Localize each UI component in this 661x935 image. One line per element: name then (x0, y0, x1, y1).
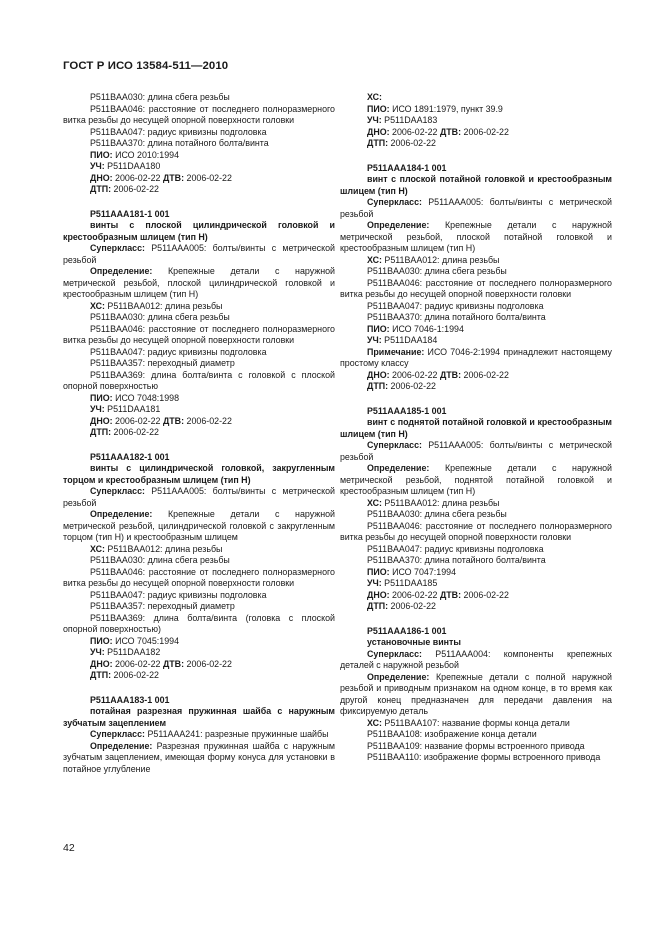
field-value: P511BAA030: длина сбега резьбы (90, 92, 230, 102)
entry-line (340, 335, 612, 347)
entry-line (340, 406, 612, 418)
field-value: P511BAA109: название формы встроенного привода (367, 740, 585, 751)
field-value: P511AAA004: компоненты крепежных деталей с наружной резьбой (340, 648, 612, 670)
field-label: ХС: (367, 92, 382, 102)
field-value: P511BAA046: расстояние от последнего полноразмерного витка резьбы до несущей опорной поверхности головки (63, 323, 335, 345)
field-value: P511BAA047: радиус кривизны подголовка (90, 589, 267, 600)
field-label: ХС: (90, 543, 105, 554)
field-label: ДТВ: (162, 658, 185, 669)
field-label: Суперкласс: (367, 440, 423, 450)
field-value: P511BAA370: длина потайного болта/винта (90, 138, 269, 148)
field-label: ПИО: (90, 635, 113, 646)
entry-line (340, 601, 612, 613)
field-label: ДТП: (367, 138, 389, 148)
field-label: ХС: (367, 717, 382, 728)
field-value: P511BAA357: переходный диаметр (90, 601, 235, 611)
field-label: винт с плоской потайной головкой и крестообразным шлицем (тип H) (340, 174, 612, 196)
field-value: P511AAA005: болты/винты с метрической резьбой (63, 486, 335, 508)
entry-line (63, 452, 335, 464)
field-label: ДНО: (90, 415, 113, 426)
entry-line (63, 92, 335, 104)
field-label: ДНО: (367, 126, 390, 137)
field-value: 2006-02-22 (388, 601, 436, 611)
field-value: P511BAA012: длина резьбы (381, 497, 500, 508)
field-value: P511BAA110: изображение формы встроенного привода (367, 752, 601, 762)
entry-line (340, 590, 612, 602)
field-label: ПИО: (367, 566, 390, 577)
field-label: Определение: (90, 509, 153, 519)
entry-line (63, 486, 335, 509)
field-label: ДНО: (367, 589, 390, 600)
field-value: P511BAA369: длина болта/винта (головка с плоской опорной поверхностью) (63, 612, 335, 634)
catalog-entry (63, 452, 335, 682)
field-label: Суперкласс: (90, 729, 146, 739)
entry-line (340, 174, 612, 197)
entry-line (340, 440, 612, 463)
field-label: P511AAA186-1 001 (367, 625, 447, 636)
entry-line (63, 463, 335, 486)
entry-line (340, 163, 612, 175)
field-label: ДТП: (367, 601, 389, 611)
field-label: P511AAA184-1 001 (367, 162, 447, 173)
field-label: ДТВ: (162, 415, 185, 426)
entry-line (340, 509, 612, 521)
entry-line (63, 209, 335, 221)
entry-line (340, 104, 612, 116)
field-value: 2006-02-22 (461, 126, 509, 137)
entry-line (63, 104, 335, 127)
entry-line (340, 463, 612, 498)
entry-line (63, 370, 335, 393)
catalog-entry (340, 406, 612, 613)
entry-line (63, 404, 335, 416)
field-value: 2006-02-22 (389, 126, 440, 137)
entry-line (340, 672, 612, 718)
entry-line (63, 358, 335, 370)
field-label: Определение: (367, 220, 430, 230)
field-value: P511BAA369: длина болта/винта с головкой с плоской опорной поверхностью (63, 369, 335, 391)
field-value: Крепежные детали с наружной метрической резьбой, плоской потайной головкой и крестообразным шлицем (тип H) (340, 220, 612, 253)
entry-line (340, 637, 612, 649)
entry-line (63, 393, 335, 405)
field-value: 2006-02-22 (389, 589, 440, 600)
entry-line (340, 197, 612, 220)
entry-line (340, 752, 612, 764)
field-label: ХС: (367, 497, 382, 508)
entry-line (340, 370, 612, 382)
entry-line (63, 555, 335, 567)
field-value: 2006-02-22 (111, 427, 159, 437)
entry-line (340, 718, 612, 730)
field-value: 2006-02-22 (184, 172, 232, 183)
field-label: Определение: (90, 740, 153, 751)
field-label: винты с плоской цилиндрической головкой и крестообразным шлицем (тип H) (63, 220, 335, 242)
right-column (340, 92, 612, 777)
entry-line (63, 636, 335, 648)
left-column (63, 92, 335, 788)
field-value: 2006-02-22 (184, 658, 232, 669)
field-label: P511AAA181-1 001 (90, 208, 170, 219)
entry-line (340, 381, 612, 393)
page-number: 42 (63, 842, 75, 854)
field-value: P511BAA047: радиус кривизны подголовка (367, 300, 544, 311)
page-header-title: ГОСТ Р ИСО 13584-511—2010 (63, 60, 229, 72)
field-value: 2006-02-22 (112, 415, 163, 426)
field-value: P511BAA046: расстояние от последнего полноразмерного витка резьбы до несущей опорной поверхности головки (340, 277, 612, 299)
field-value: P511BAA107: название формы конца детали (381, 717, 570, 728)
field-value: P511BAA030: длина сбега резьбы (90, 555, 230, 565)
entry-line (63, 266, 335, 301)
entry-line (340, 115, 612, 127)
field-label: ДТП: (90, 184, 112, 194)
field-label: установочные винты (367, 637, 461, 647)
field-value: ИСО 2010:1994 (112, 149, 180, 160)
field-value: P511DAA180 (104, 161, 161, 171)
entry-line (340, 301, 612, 313)
entry-line (63, 138, 335, 150)
field-label: потайная разрезная пружинная шайба с наружным зубчатым зацеплением (63, 706, 335, 728)
entry-line (340, 578, 612, 590)
entry-line (63, 150, 335, 162)
catalog-entry (63, 695, 335, 776)
field-label: Суперкласс: (367, 648, 423, 659)
entry-line (340, 266, 612, 278)
field-value: Крепежные детали с наружной метрической резьбой, плоской цилиндрической головкой и крестообразным шлицем (тип H) (63, 266, 335, 299)
field-value: P511BAA046: расстояние от последнего полноразмерного витка резьбы до несущей опорной поверхности головки (340, 520, 612, 542)
catalog-entry (340, 626, 612, 764)
entry-line (340, 92, 612, 104)
field-value: P511BAA047: радиус кривизны подголовка (90, 346, 267, 357)
field-label: Определение: (367, 671, 430, 682)
entry-line (340, 555, 612, 567)
entry-line (340, 626, 612, 638)
field-value: P511DAA183 (381, 115, 438, 125)
field-value: P511BAA370: длина потайного болта/винта (367, 312, 546, 322)
field-value: 2006-02-22 (111, 184, 159, 194)
field-label: Определение: (367, 463, 430, 473)
entry-line (63, 161, 335, 173)
field-label: ХС: (367, 254, 382, 265)
field-value: P511BAA012: длина резьбы (104, 300, 223, 311)
field-value: ИСО 7046-1:1994 (389, 323, 464, 334)
field-label: ДТВ: (162, 172, 185, 183)
entry-line (340, 544, 612, 556)
field-label: P511AAA183-1 001 (90, 694, 170, 705)
field-value: P511BAA370: длина потайного болта/винта (367, 555, 546, 565)
field-label: ДТП: (90, 670, 112, 680)
field-value: 2006-02-22 (388, 138, 436, 148)
entry-line (63, 601, 335, 613)
field-value: P511DAA185 (381, 578, 438, 588)
entry-line (340, 220, 612, 255)
entry-line (63, 184, 335, 196)
field-value: P511BAA030: длина сбега резьбы (90, 312, 230, 322)
entry-line (340, 127, 612, 139)
field-label: ПИО: (367, 103, 390, 114)
field-label: ДТП: (90, 427, 112, 437)
field-label: ПИО: (90, 149, 113, 160)
field-value: 2006-02-22 (112, 172, 163, 183)
field-value: P511AAA005: болты/винты с метрической резьбой (340, 440, 612, 462)
entry-line (340, 741, 612, 753)
entry-line (340, 278, 612, 301)
field-value: Разрезная пружинная шайба с наружным зубчатым зацеплением, имеющая форму конуса для установки в потайное углубление (63, 740, 335, 774)
field-value: P511BAA012: длина резьбы (381, 254, 500, 265)
field-value: 2006-02-22 (461, 589, 509, 600)
catalog-entry (340, 92, 612, 150)
entry-line (340, 138, 612, 150)
entry-line (340, 347, 612, 370)
entry-line (340, 255, 612, 267)
field-value: P511BAA030: длина сбега резьбы (367, 509, 507, 519)
entry-line (63, 312, 335, 324)
entry-line (63, 659, 335, 671)
field-label: P511AAA185-1 001 (367, 405, 447, 416)
field-label: УЧ: (90, 161, 105, 171)
field-label: Определение: (90, 266, 153, 276)
entry-line (63, 427, 335, 439)
field-value: 2006-02-22 (389, 369, 440, 380)
catalog-entry (340, 163, 612, 393)
field-value: P511BAA030: длина сбега резьбы (367, 266, 507, 276)
field-label: ДНО: (367, 369, 390, 380)
field-value: P511BAA047: радиус кривизны подголовка (367, 543, 544, 554)
entry-line (63, 127, 335, 139)
field-value: P511DAA184 (381, 335, 438, 345)
field-label: Суперкласс: (90, 243, 146, 253)
entry-line (63, 590, 335, 602)
field-value: 2006-02-22 (112, 658, 163, 669)
entry-line (340, 324, 612, 336)
field-value: ИСО 1891:1979, пункт 39.9 (389, 103, 503, 114)
field-value: P511BAA046: расстояние от последнего полноразмерного витка резьбы до несущей опорной поверхности головки (63, 103, 335, 125)
field-label: ДТВ: (439, 589, 462, 600)
field-label: винты с цилиндрической головкой, закругленным торцом и крестообразным шлицем (тип H) (63, 463, 335, 485)
field-value: 2006-02-22 (184, 415, 232, 426)
field-value: Крепежные детали с полной наружной резьбой и приводным признаком на одном конце, в то время как другой конец предназначен для передачи давления на фиксируемую деталь (340, 671, 612, 716)
entry-line (63, 243, 335, 266)
entry-line (63, 301, 335, 313)
entry-line (340, 567, 612, 579)
field-value: P511BAA047: радиус кривизны подголовка (90, 126, 267, 137)
entry-line (63, 220, 335, 243)
field-value: P511AAA005: болты/винты с метрической резьбой (63, 243, 335, 265)
entry-line (340, 498, 612, 510)
field-value: ИСО 7048:1998 (112, 392, 180, 403)
entry-line (63, 509, 335, 544)
entry-line (340, 521, 612, 544)
field-value: ИСО 7045:1994 (112, 635, 180, 646)
field-value: P511DAA182 (104, 647, 161, 657)
field-label: ДТВ: (439, 126, 462, 137)
field-label: Суперкласс: (367, 197, 423, 207)
field-label: УЧ: (367, 115, 382, 125)
entry-line (63, 741, 335, 776)
field-value: ИСО 7046-2:1994 принадлежит настоящему простому классу (340, 346, 612, 368)
catalog-entry (63, 92, 335, 196)
entry-line (63, 173, 335, 185)
field-label: УЧ: (367, 578, 382, 588)
entry-line (63, 613, 335, 636)
entry-line (340, 417, 612, 440)
entry-line (340, 312, 612, 324)
field-value: Крепежные детали с наружной метрической резьбой, цилиндрической головкой с закругленным торцом (тип H) и крестообразным шлицем (63, 509, 335, 542)
field-value: Крепежные детали с наружной метрической резьбой, поднятой потайной головкой и крестообразным шлицем (тип H) (340, 463, 612, 496)
field-label: ПИО: (367, 323, 390, 334)
field-value: P511BAA357: переходный диаметр (90, 358, 235, 368)
entry-line (63, 706, 335, 729)
field-label: ДТП: (367, 381, 389, 391)
entry-line (340, 649, 612, 672)
field-label: ХС: (90, 300, 105, 311)
entry-line (63, 670, 335, 682)
field-label: Суперкласс: (90, 486, 146, 496)
field-value: 2006-02-22 (388, 381, 436, 391)
entry-line (63, 695, 335, 707)
field-value: P511AAA005: болты/винты с метрической резьбой (340, 197, 612, 219)
entry-line (63, 324, 335, 347)
field-value: P511BAA108: изображение конца детали (367, 729, 537, 739)
field-label: ДНО: (90, 658, 113, 669)
entry-line (63, 567, 335, 590)
field-value: ИСО 7047:1994 (389, 566, 457, 577)
entry-line (63, 347, 335, 359)
entry-line (63, 544, 335, 556)
field-label: ДНО: (90, 172, 113, 183)
field-label: УЧ: (367, 335, 382, 345)
entry-line (340, 729, 612, 741)
field-value: P511DAA181 (104, 404, 161, 414)
field-label: ДТВ: (439, 369, 462, 380)
field-value: P511BAA046: расстояние от последнего полноразмерного витка резьбы до несущей опорной поверхности головки (63, 566, 335, 588)
catalog-entry (63, 209, 335, 439)
field-label: винт с поднятой потайной головкой и крестообразным шлицем (тип H) (340, 417, 612, 439)
field-label: ПИО: (90, 392, 113, 403)
field-label: УЧ: (90, 404, 105, 414)
entry-line (63, 729, 335, 741)
field-label: УЧ: (90, 647, 105, 657)
field-label: Примечание: (367, 346, 425, 357)
field-value: 2006-02-22 (111, 670, 159, 680)
field-value: P511AAA241: разрезные пружинные шайбы (145, 729, 329, 739)
entry-line (63, 647, 335, 659)
entry-line (63, 416, 335, 428)
field-value: 2006-02-22 (461, 369, 509, 380)
field-label: P511AAA182-1 001 (90, 451, 170, 462)
field-value: P511BAA012: длина резьбы (104, 543, 223, 554)
